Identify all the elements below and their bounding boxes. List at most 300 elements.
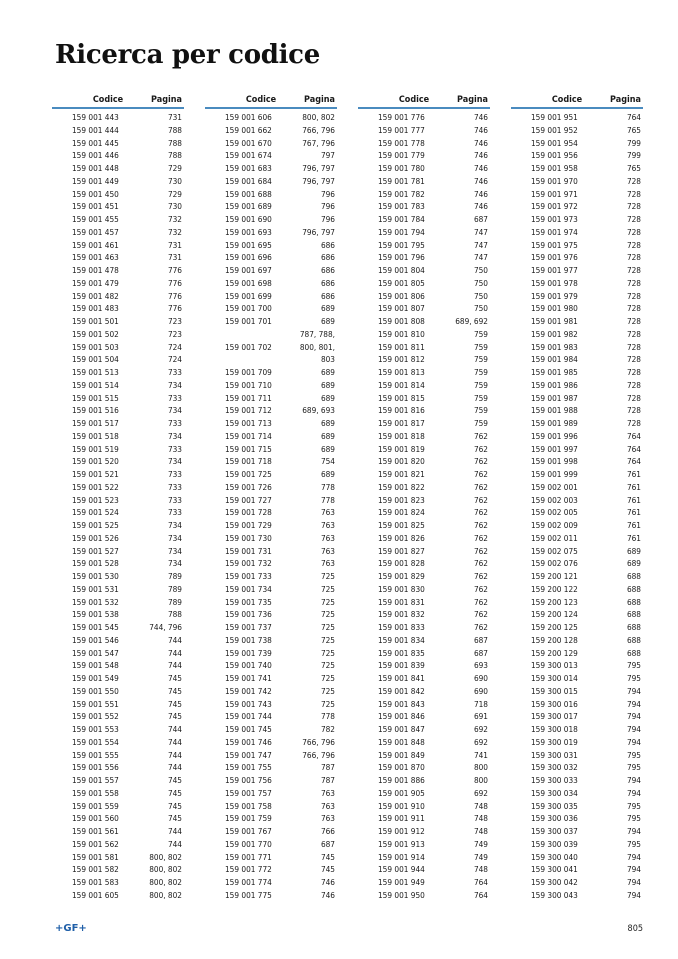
page-cell: 734 — [167, 379, 182, 390]
code-cell: 159 300 014 — [531, 673, 578, 683]
code-cell: 159 001 810 — [378, 328, 425, 339]
code-cell: 159 001 951 — [531, 112, 578, 122]
page-cell: 759 — [473, 392, 488, 403]
table-row — [511, 659, 643, 672]
code-cell: 159 300 017 — [531, 711, 578, 722]
page-cell: 745 — [167, 711, 182, 722]
table-row — [52, 366, 184, 379]
page-cell: 796, 797 — [302, 163, 335, 173]
page-cell: 762 — [473, 494, 488, 505]
table-row — [205, 863, 337, 876]
page-cell: 728 — [626, 201, 641, 212]
code-cell: 159 001 849 — [378, 749, 425, 760]
table-row — [205, 379, 337, 392]
table-row — [358, 481, 490, 494]
page-cell: 789 — [167, 583, 182, 594]
code-cell: 159 300 035 — [531, 800, 578, 811]
code-cell: 159 001 812 — [378, 354, 425, 365]
page-cell: 725 — [320, 660, 335, 671]
table-row — [205, 111, 337, 124]
page-cell: 733 — [167, 507, 182, 518]
table-row — [52, 430, 184, 443]
page-cell: 794 — [626, 851, 641, 862]
index-rows — [205, 111, 337, 902]
page-cell: 692 — [473, 787, 488, 798]
code-cell: 159 300 036 — [531, 813, 578, 824]
table-row — [511, 736, 643, 749]
code-cell: 159 001 549 — [72, 673, 119, 683]
code-cell: 159 001 710 — [225, 379, 272, 390]
pagina-header: Pagina — [457, 95, 488, 105]
table-row — [511, 532, 643, 545]
code-cell: 159 001 827 — [378, 545, 425, 556]
header-rule — [511, 107, 643, 109]
page-cell: 744 — [167, 634, 182, 645]
code-cell: 159 001 777 — [378, 124, 425, 135]
code-cell: 159 001 831 — [378, 596, 425, 607]
page-cell: 787 — [320, 762, 335, 773]
code-cell: 159 001 984 — [531, 354, 578, 365]
code-cell: 159 001 847 — [378, 724, 425, 734]
code-cell: 159 001 561 — [72, 826, 119, 836]
table-row — [358, 239, 490, 252]
table-row — [205, 455, 337, 468]
code-cell: 159 001 776 — [378, 112, 425, 122]
code-cell: 159 001 690 — [225, 214, 272, 224]
table-row — [52, 685, 184, 698]
code-cell: 159 001 973 — [531, 214, 578, 224]
page-cell: 762 — [473, 622, 488, 632]
code-cell: 159 001 479 — [72, 277, 119, 288]
table-row — [52, 290, 184, 303]
code-cell: 159 001 449 — [72, 175, 119, 186]
table-row — [511, 341, 643, 354]
table-row — [205, 851, 337, 864]
table-row — [511, 710, 643, 723]
table-row — [205, 825, 337, 838]
code-cell: 159 001 741 — [225, 673, 272, 683]
code-cell: 159 001 772 — [225, 864, 272, 875]
code-cell: 159 001 982 — [531, 328, 578, 339]
table-row — [511, 468, 643, 481]
page-cell: 728 — [626, 226, 641, 237]
table-row — [358, 353, 490, 366]
table-row — [205, 876, 337, 889]
page-cell: 724 — [167, 354, 182, 365]
table-row — [358, 647, 490, 660]
code-cell: 159 001 779 — [378, 150, 425, 161]
code-cell: 159 001 451 — [72, 201, 119, 212]
table-row — [358, 787, 490, 800]
code-cell: 159 001 774 — [225, 877, 272, 887]
code-cell: 159 300 043 — [531, 889, 578, 900]
code-cell: 159 001 811 — [378, 341, 425, 352]
page-cell: 728 — [626, 290, 641, 301]
page-cell: 745 — [167, 673, 182, 683]
page-cell: 795 — [626, 838, 641, 849]
page-cell: 746 — [473, 175, 488, 186]
code-cell: 159 001 805 — [378, 277, 425, 288]
code-cell: 159 300 031 — [531, 749, 578, 760]
page-cell: 728 — [626, 175, 641, 186]
page-cell: 763 — [320, 520, 335, 530]
code-cell: 159 001 554 — [72, 736, 119, 747]
code-cell: 159 001 516 — [72, 405, 119, 416]
code-cell: 159 001 697 — [225, 265, 272, 275]
table-row — [205, 328, 337, 341]
table-row — [511, 838, 643, 851]
code-cell: 159 001 823 — [378, 494, 425, 505]
page-cell: 795 — [626, 673, 641, 683]
table-row — [52, 838, 184, 851]
code-cell: 159 001 725 — [225, 469, 272, 479]
table-row — [358, 366, 490, 379]
table-row — [511, 825, 643, 838]
table-row — [511, 315, 643, 328]
code-cell: 159 001 842 — [378, 685, 425, 696]
code-cell: 159 001 747 — [225, 749, 272, 760]
table-row — [511, 162, 643, 175]
code-cell: 159 001 979 — [531, 290, 578, 301]
page-cell: 765 — [626, 124, 641, 135]
code-cell: 159 001 530 — [72, 571, 119, 581]
code-cell: 159 001 562 — [72, 838, 119, 849]
page-cell: 765 — [626, 163, 641, 173]
code-cell: 159 001 997 — [531, 443, 578, 454]
page-cell: 762 — [473, 609, 488, 620]
code-cell: 159 001 555 — [72, 749, 119, 760]
table-row — [358, 659, 490, 672]
table-row — [52, 647, 184, 660]
table-row — [511, 570, 643, 583]
code-cell: 159 001 504 — [72, 354, 119, 365]
index-column-1 — [52, 95, 184, 902]
table-row — [358, 825, 490, 838]
code-cell: 159 001 445 — [72, 137, 119, 148]
page-cell: 745 — [167, 698, 182, 709]
code-cell: 159 001 743 — [225, 698, 272, 709]
page-cell: 747 — [473, 239, 488, 250]
page-cell: 749 — [473, 838, 488, 849]
table-row — [511, 137, 643, 150]
code-cell: 159 200 123 — [531, 596, 578, 607]
code-cell: 159 001 605 — [72, 889, 119, 900]
page-cell: 764 — [473, 877, 488, 887]
page-cell: 762 — [473, 443, 488, 454]
table-row — [205, 124, 337, 137]
page-cell: 759 — [473, 354, 488, 365]
code-cell: 159 001 795 — [378, 239, 425, 250]
page-cell: 745 — [320, 851, 335, 862]
table-row — [511, 545, 643, 558]
table-row — [52, 443, 184, 456]
page-cell: 689 — [320, 303, 335, 314]
page-title: Ricerca per codice — [55, 40, 320, 70]
table-row — [358, 213, 490, 226]
page-cell: 728 — [626, 188, 641, 199]
table-row — [511, 443, 643, 456]
table-row — [52, 226, 184, 239]
code-cell: 159 300 013 — [531, 660, 578, 671]
table-row — [205, 226, 337, 239]
page-cell: 689, 693 — [302, 405, 335, 416]
code-cell: 159 200 129 — [531, 647, 578, 658]
table-row — [205, 239, 337, 252]
table-row — [511, 749, 643, 762]
code-cell: 159 001 998 — [531, 456, 578, 467]
page-cell: 687 — [473, 214, 488, 224]
page-cell: 800, 802 — [149, 877, 182, 887]
page-cell: 744, 796 — [149, 622, 182, 632]
table-row — [52, 774, 184, 787]
code-cell: 159 001 698 — [225, 277, 272, 288]
table-row — [358, 175, 490, 188]
table-row — [358, 800, 490, 813]
table-row — [205, 353, 337, 366]
code-cell: 159 001 502 — [72, 328, 119, 339]
pagina-header: Pagina — [610, 95, 641, 105]
code-cell: 159 001 978 — [531, 277, 578, 288]
page-cell: 734 — [167, 430, 182, 441]
code-cell: 159 002 076 — [531, 558, 578, 569]
page-cell: 762 — [473, 583, 488, 594]
table-row — [511, 149, 643, 162]
page-cell: 744 — [167, 736, 182, 747]
table-row — [511, 366, 643, 379]
page-cell: 800, 802 — [302, 112, 335, 122]
codice-header: Codice — [245, 95, 277, 105]
table-row — [511, 800, 643, 813]
code-cell: 159 001 756 — [225, 775, 272, 785]
table-row — [511, 481, 643, 494]
page-cell: 688 — [626, 634, 641, 645]
page-cell: 747 — [473, 226, 488, 237]
table-row — [205, 545, 337, 558]
table-row — [52, 876, 184, 889]
page-cell: 745 — [167, 685, 182, 696]
code-cell: 159 001 448 — [72, 163, 119, 173]
page-cell: 745 — [320, 864, 335, 875]
page-cell: 689 — [320, 379, 335, 390]
page-cell: 776 — [167, 265, 182, 275]
code-cell: 159 001 950 — [378, 889, 425, 900]
page-cell: 725 — [320, 698, 335, 709]
code-cell: 159 001 556 — [72, 762, 119, 773]
table-row — [205, 494, 337, 507]
code-cell: 159 001 558 — [72, 787, 119, 798]
table-row — [358, 519, 490, 532]
code-cell: 159 001 738 — [225, 634, 272, 645]
code-cell: 159 200 122 — [531, 583, 578, 594]
table-row — [205, 188, 337, 201]
table-row — [511, 200, 643, 213]
code-cell: 159 001 696 — [225, 252, 272, 263]
page-cell: 796, 797 — [302, 175, 335, 186]
table-row — [205, 506, 337, 519]
page-cell: 725 — [320, 622, 335, 632]
code-cell: 159 001 815 — [378, 392, 425, 403]
code-cell: 159 001 830 — [378, 583, 425, 594]
code-cell: 159 001 711 — [225, 392, 272, 403]
code-cell: 159 001 985 — [531, 367, 578, 377]
page-cell: 745 — [167, 813, 182, 824]
table-row — [358, 328, 490, 341]
table-row — [511, 328, 643, 341]
table-row — [358, 876, 490, 889]
code-cell: 159 001 780 — [378, 163, 425, 173]
codice-header: Codice — [551, 95, 583, 105]
code-cell: 159 001 552 — [72, 711, 119, 722]
page-cell: 728 — [626, 265, 641, 275]
code-cell: 159 001 816 — [378, 405, 425, 416]
code-cell: 159 300 033 — [531, 775, 578, 785]
page-cell: 794 — [626, 724, 641, 734]
page-cell: 794 — [626, 877, 641, 887]
page-cell: 686 — [320, 239, 335, 250]
table-row — [52, 494, 184, 507]
table-row — [205, 264, 337, 277]
page-cell: 748 — [473, 813, 488, 824]
page-cell: 733 — [167, 469, 182, 479]
page-cell: 728 — [626, 328, 641, 339]
code-cell: 159 001 693 — [225, 226, 272, 237]
code-cell: 159 300 042 — [531, 877, 578, 887]
code-cell: 159 002 005 — [531, 507, 578, 518]
code-cell: 159 001 521 — [72, 469, 119, 479]
table-row — [205, 761, 337, 774]
code-cell: 159 300 041 — [531, 864, 578, 875]
code-cell: 159 001 905 — [378, 787, 425, 798]
code-cell: 159 001 560 — [72, 813, 119, 824]
code-cell: 159 001 483 — [72, 303, 119, 314]
table-row — [52, 379, 184, 392]
page-cell: 744 — [167, 749, 182, 760]
page-cell: 750 — [473, 290, 488, 301]
code-cell: 159 001 794 — [378, 226, 425, 237]
code-cell: 159 001 972 — [531, 201, 578, 212]
code-cell: 159 200 121 — [531, 571, 578, 581]
page-cell: 759 — [473, 328, 488, 339]
page-cell: 763 — [320, 800, 335, 811]
code-cell: 159 001 527 — [72, 545, 119, 556]
table-row — [511, 213, 643, 226]
code-cell: 159 001 999 — [531, 469, 578, 479]
page-cell: 761 — [626, 469, 641, 479]
page-cell: 731 — [167, 112, 182, 122]
page-cell: 787, 788, — [299, 328, 335, 339]
index-rows — [511, 111, 643, 902]
code-cell: 159 001 983 — [531, 341, 578, 352]
table-row — [205, 277, 337, 290]
table-row — [52, 124, 184, 137]
table-row — [511, 621, 643, 634]
page-cell: 734 — [167, 405, 182, 416]
table-row — [52, 570, 184, 583]
page-cell: 725 — [320, 609, 335, 620]
page-cell: 800, 802 — [149, 889, 182, 900]
page-cell: 750 — [473, 265, 488, 275]
page-cell: 762 — [473, 481, 488, 492]
table-row — [205, 213, 337, 226]
table-row — [358, 506, 490, 519]
table-row — [52, 710, 184, 723]
code-cell: 159 001 817 — [378, 418, 425, 428]
page-cell: 686 — [320, 252, 335, 263]
page-cell: 782 — [320, 724, 335, 734]
table-row — [205, 736, 337, 749]
page-cell: 688 — [626, 647, 641, 658]
page-cell: 796 — [320, 214, 335, 224]
table-row — [511, 430, 643, 443]
table-row — [511, 812, 643, 825]
table-row — [52, 353, 184, 366]
pagina-header: Pagina — [151, 95, 182, 105]
table-row — [511, 608, 643, 621]
page-cell: 689 — [320, 316, 335, 326]
code-cell: 159 001 913 — [378, 838, 425, 849]
table-row — [511, 761, 643, 774]
code-cell: 159 001 732 — [225, 558, 272, 569]
page-cell: 744 — [167, 838, 182, 849]
code-cell: 159 001 974 — [531, 226, 578, 237]
code-cell: 159 001 515 — [72, 392, 119, 403]
table-row — [205, 366, 337, 379]
code-cell: 159 001 520 — [72, 456, 119, 467]
table-row — [205, 749, 337, 762]
code-cell: 159 001 538 — [72, 609, 119, 620]
page-cell: 749 — [473, 851, 488, 862]
code-cell: 159 001 518 — [72, 430, 119, 441]
page-cell: 728 — [626, 214, 641, 224]
table-row — [358, 863, 490, 876]
page-cell: 731 — [167, 239, 182, 250]
table-row — [52, 277, 184, 290]
code-cell: 159 001 829 — [378, 571, 425, 581]
page-cell: 728 — [626, 316, 641, 326]
table-row — [358, 570, 490, 583]
page-cell: 764 — [626, 456, 641, 467]
page-cell: 734 — [167, 456, 182, 467]
table-row — [358, 404, 490, 417]
table-row — [205, 532, 337, 545]
table-row — [358, 634, 490, 647]
table-row — [52, 341, 184, 354]
code-cell: 159 001 546 — [72, 634, 119, 645]
table-row — [52, 863, 184, 876]
page-cell: 763 — [320, 787, 335, 798]
page-cell: 778 — [320, 711, 335, 722]
table-row — [205, 519, 337, 532]
page-cell: 788 — [167, 124, 182, 135]
code-cell: 159 001 446 — [72, 150, 119, 161]
page-cell: 689 — [320, 392, 335, 403]
code-cell: 159 001 775 — [225, 889, 272, 900]
code-cell: 159 001 730 — [225, 532, 272, 543]
page-cell: 778 — [320, 494, 335, 505]
code-cell: 159 001 758 — [225, 800, 272, 811]
table-row — [52, 137, 184, 150]
page-cell: 748 — [473, 864, 488, 875]
code-cell: 159 300 018 — [531, 724, 578, 734]
page-cell: 688 — [626, 583, 641, 594]
table-row — [358, 621, 490, 634]
table-row — [358, 251, 490, 264]
table-row — [52, 315, 184, 328]
page-cell: 733 — [167, 418, 182, 428]
code-cell: 159 001 989 — [531, 418, 578, 428]
table-row — [511, 417, 643, 430]
code-cell: 159 001 729 — [225, 520, 272, 530]
